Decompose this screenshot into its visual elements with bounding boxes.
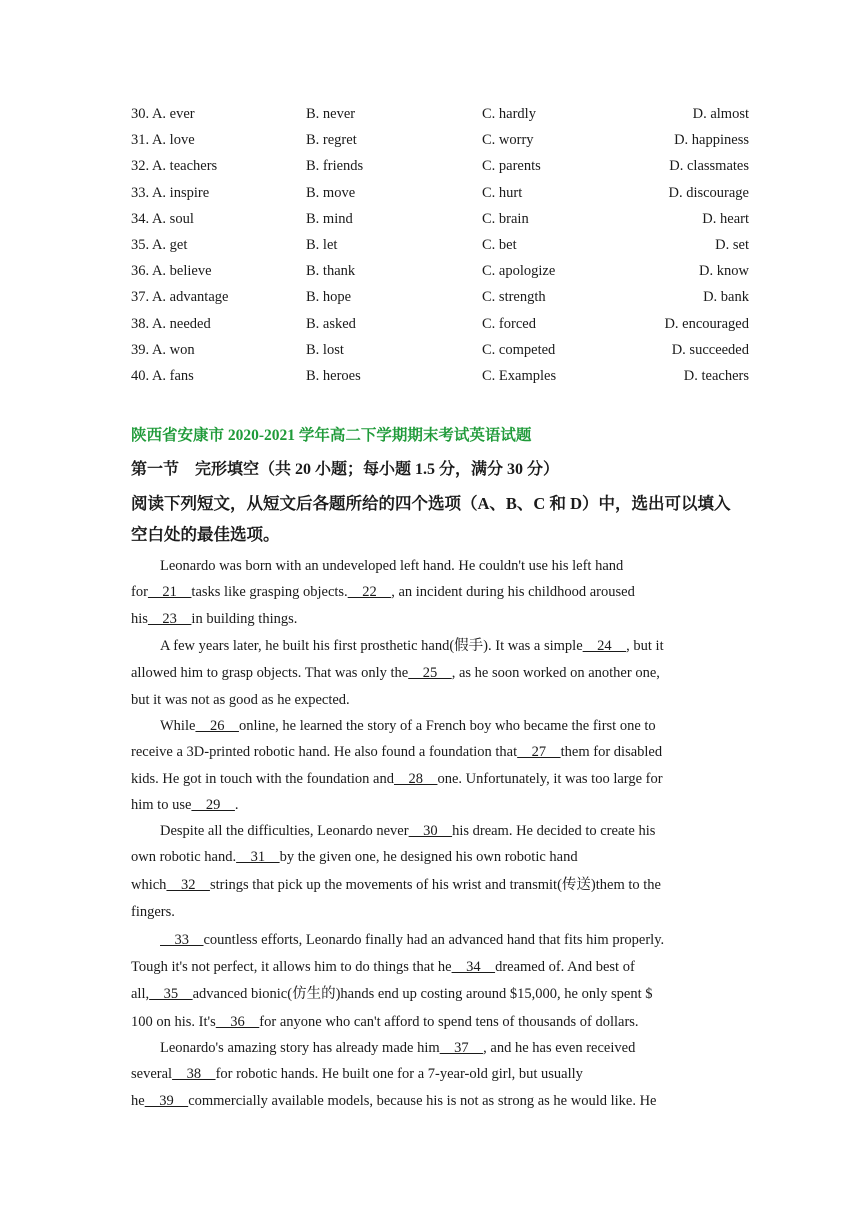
- text: While: [160, 717, 196, 734]
- option-b: B. move: [306, 184, 356, 201]
- passage-line: [131, 1035, 731, 1061]
- option-b: B. regret: [306, 132, 357, 149]
- text: for anyone who can't afford to spend tens of thousands of dollars.: [259, 1013, 639, 1030]
- text: , an incident during his childhood aroused: [391, 584, 635, 601]
- blank-33: 33: [160, 931, 204, 948]
- text: Despite all the difficulties, Leonardo never: [160, 823, 409, 840]
- text: strings that pick up the movements of his wrist and transmit(传送)them to the: [209, 876, 661, 893]
- option-row-38: [131, 311, 751, 337]
- text: but it was not as good as he expected.: [131, 691, 350, 708]
- option-a: 30. A. ever: [131, 106, 195, 122]
- text: for: [131, 584, 148, 601]
- option-b: B. mind: [306, 210, 353, 227]
- blank-26: 26: [195, 717, 239, 734]
- passage-line: [131, 844, 731, 870]
- option-c: C. hurt: [482, 184, 523, 201]
- text: , but it: [626, 637, 664, 654]
- text: advanced bionic(仿生的)hands end up costing around $15,000, he only spent $: [192, 986, 653, 1003]
- option-b: B. lost: [306, 341, 344, 358]
- text: allowed him to grasp objects. That was only the: [131, 665, 409, 682]
- option-c: C. hardly: [482, 106, 536, 122]
- text: kids. He got in touch with the foundation and: [131, 770, 394, 787]
- option-b: B. asked: [306, 315, 356, 332]
- blank-25: 25: [408, 665, 452, 682]
- option-row-35: [131, 232, 751, 258]
- text: for robotic hands. He built one for a 7-year-old girl, but usually: [215, 1066, 583, 1083]
- option-a: 34. A. soul: [131, 210, 194, 227]
- text: A few years later, he built his first prosthetic hand(假手). It was a simple: [160, 637, 583, 654]
- passage-line: [131, 766, 731, 792]
- passage-line: [131, 739, 731, 765]
- text: dreamed of. And best of: [495, 959, 635, 976]
- instruction-text: 阅读下列短文，从短文后各题所给的四个选项（A、B、C 和 D）中，选出可以填入空白处的最佳选项。: [131, 494, 731, 544]
- option-d: D. classmates: [669, 158, 749, 175]
- blank-27: 27: [517, 744, 561, 761]
- text: all,: [131, 986, 150, 1003]
- blank-31: 31: [236, 849, 280, 866]
- blank-24: 24: [582, 637, 627, 654]
- blank-34: 34: [451, 959, 496, 976]
- option-c: C. brain: [482, 210, 529, 227]
- cloze-passage: [131, 553, 731, 1114]
- text: tasks like grasping objects.: [191, 584, 348, 601]
- option-row-40: [131, 363, 751, 389]
- option-row-31: [131, 127, 751, 153]
- passage-line: [131, 871, 731, 900]
- blank-36: 36: [215, 1013, 260, 1030]
- text: by the given one, he designed his own robotic hand: [279, 849, 578, 866]
- passage-line: [131, 606, 731, 632]
- text: him to use: [131, 796, 192, 813]
- answer-options-table: [131, 101, 751, 389]
- passage-line: [131, 553, 731, 579]
- option-a: 39. A. won: [131, 341, 195, 358]
- text: several: [131, 1066, 173, 1083]
- text: he: [131, 1092, 145, 1109]
- passage-line: [131, 792, 731, 818]
- text: , as he soon worked on another one,: [451, 665, 660, 682]
- option-d: D. heart: [702, 210, 749, 227]
- passage-line: [131, 1009, 731, 1035]
- option-c: C. worry: [482, 132, 534, 149]
- text: fingers.: [131, 904, 175, 921]
- blank-23: 23: [147, 610, 192, 627]
- option-a: 33. A. inspire: [131, 184, 210, 201]
- passage-line: [131, 632, 731, 661]
- option-row-36: [131, 258, 751, 284]
- section-heading: 第一节 完形填空（共 20 小题；每小题 1.5 分，满分 30 分）: [131, 461, 560, 478]
- blank-37: 37: [439, 1040, 484, 1057]
- text: one. Unfortunately, it was too large for: [437, 770, 663, 787]
- text: his dream. He decided to create his: [452, 823, 656, 840]
- option-b: B. let: [306, 236, 338, 253]
- blank-21: 21: [147, 584, 192, 601]
- option-b: B. hope: [306, 289, 352, 306]
- option-d: D. teachers: [683, 367, 749, 384]
- option-a: 38. A. needed: [131, 315, 211, 332]
- option-a: 31. A. love: [131, 132, 195, 149]
- option-c: C. strength: [482, 289, 546, 306]
- passage-line: [131, 1088, 731, 1114]
- text: them for disabled: [560, 744, 663, 761]
- text: online, he learned the story of a French boy who became the first one to: [238, 717, 656, 734]
- text: receive a 3D-printed robotic hand. He also found a foundation that: [131, 744, 518, 761]
- passage-line: [131, 954, 731, 980]
- option-c: C. parents: [482, 158, 541, 175]
- passage-line: [131, 1061, 731, 1087]
- passage-line: [131, 687, 731, 713]
- option-a: 37. A. advantage: [131, 289, 229, 306]
- blank-22: 22: [347, 584, 392, 601]
- option-row-32: [131, 153, 751, 179]
- option-d: D. discourage: [668, 184, 749, 201]
- option-row-30: [131, 101, 751, 127]
- text: his: [131, 610, 148, 627]
- option-d: D. happiness: [674, 132, 749, 149]
- text: Tough it's not perfect, it allows him to do things that he: [131, 959, 452, 976]
- passage-line: [131, 980, 731, 1009]
- passage-line: [131, 899, 731, 925]
- option-a: 36. A. believe: [131, 263, 212, 280]
- passage-line: [131, 579, 731, 605]
- option-d: D. bank: [703, 289, 749, 306]
- option-d: D. almost: [692, 106, 749, 122]
- option-c: C. apologize: [482, 263, 556, 280]
- text: countless efforts, Leonardo finally had an advanced hand that fits him properly.: [203, 931, 665, 948]
- blank-28: 28: [393, 770, 438, 787]
- option-c: C. forced: [482, 315, 536, 332]
- text: commercially available models, because his is not as strong as he would like. He: [188, 1092, 657, 1109]
- text: which: [131, 876, 167, 893]
- passage-line: [131, 818, 731, 844]
- passage-line: [131, 660, 731, 686]
- option-c: C. Examples: [482, 367, 557, 384]
- text: Leonardo's amazing story has already made him: [160, 1040, 440, 1057]
- option-d: D. succeeded: [671, 341, 749, 358]
- option-row-37: [131, 284, 751, 310]
- option-a: 32. A. teachers: [131, 158, 218, 175]
- option-a: 35. A. get: [131, 236, 188, 253]
- blank-30: 30: [408, 823, 453, 840]
- blank-35: 35: [149, 986, 193, 1003]
- option-b: B. never: [306, 106, 356, 122]
- blank-32: 32: [166, 876, 210, 893]
- option-row-33: [131, 180, 751, 206]
- blank-29: 29: [191, 796, 235, 813]
- option-b: B. friends: [306, 158, 364, 175]
- passage-line: [131, 926, 731, 955]
- option-c: C. bet: [482, 236, 517, 253]
- option-c: C. competed: [482, 341, 556, 358]
- text: own robotic hand.: [131, 849, 237, 866]
- option-d: D. set: [715, 236, 749, 253]
- option-d: D. know: [699, 263, 749, 280]
- option-a: 40. A. fans: [131, 367, 194, 384]
- option-b: B. thank: [306, 263, 356, 280]
- text: Leonardo was born with an undeveloped left hand. He couldn't use his left hand: [160, 558, 624, 574]
- text: .: [234, 796, 239, 813]
- text: 100 on his. It's: [131, 1013, 216, 1030]
- option-row-34: [131, 206, 751, 232]
- blank-38: 38: [172, 1066, 216, 1083]
- blank-39: 39: [144, 1092, 189, 1109]
- exam-title: 陕西省安康市 2020-2021 学年高二下学期期末考试英语试题: [131, 427, 532, 444]
- text: , and he has even received: [483, 1040, 636, 1057]
- option-d: D. encouraged: [664, 315, 749, 332]
- passage-line: [131, 713, 731, 739]
- option-b: B. heroes: [306, 367, 361, 384]
- option-row-39: [131, 337, 751, 363]
- text: in building things.: [191, 610, 298, 627]
